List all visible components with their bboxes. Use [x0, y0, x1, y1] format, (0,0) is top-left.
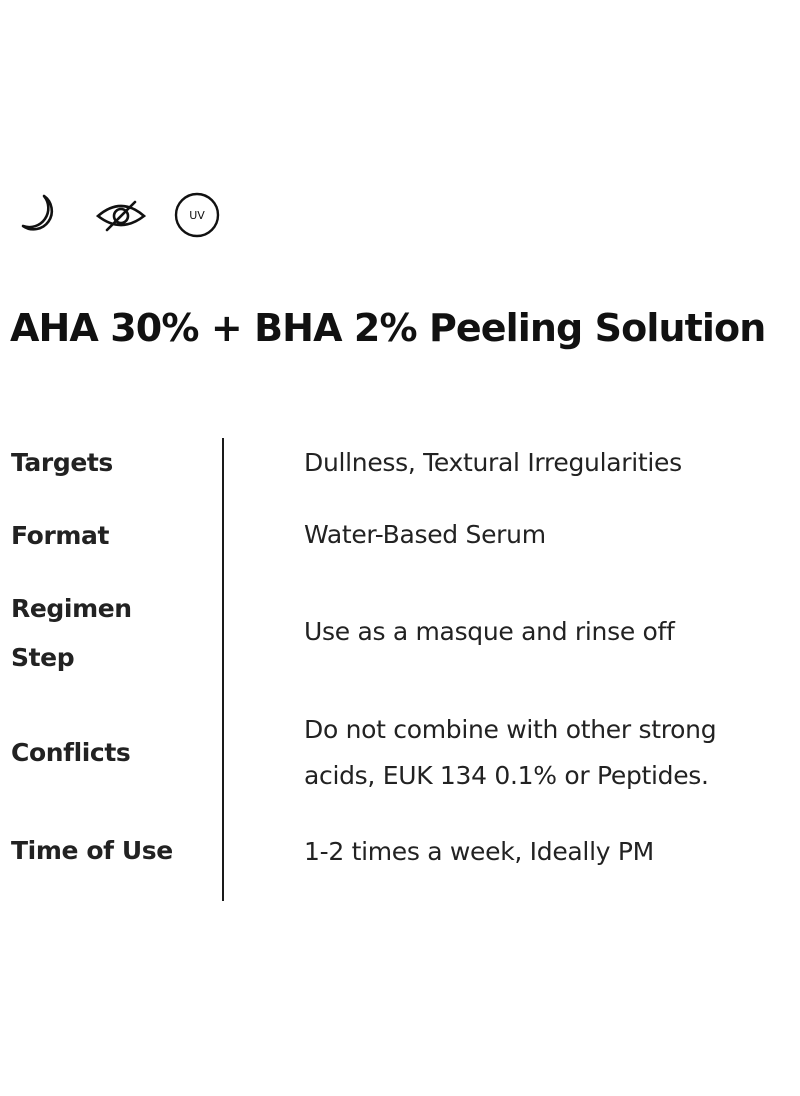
moon-icon: [20, 190, 70, 240]
label-conflicts: Conflicts: [11, 738, 131, 767]
label-time-of-use: Time of Use: [11, 836, 173, 865]
value-conflicts-line2: acids, EUK 134 0.1% or Peptides.: [304, 761, 709, 790]
value-conflicts-line1: Do not combine with other strong: [304, 715, 717, 744]
label-targets: Targets: [11, 448, 113, 477]
uv-icon-label: UV: [189, 209, 205, 222]
label-format: Format: [11, 521, 110, 550]
product-title: AHA 30% + BHA 2% Peeling Solution: [10, 306, 766, 350]
value-targets: Dullness, Textural Irregularities: [304, 448, 682, 477]
value-time-of-use: 1-2 times a week, Ideally PM: [304, 837, 654, 866]
value-format: Water-Based Serum: [304, 520, 546, 549]
column-divider: [222, 438, 224, 901]
value-regimen-step: Use as a masque and rinse off: [304, 617, 675, 646]
eye-slash-icon: [96, 190, 146, 240]
label-regimen-step-line2: Step: [11, 643, 75, 672]
uv-icon: [172, 190, 222, 240]
label-regimen-step-line1: Regimen: [11, 594, 132, 623]
